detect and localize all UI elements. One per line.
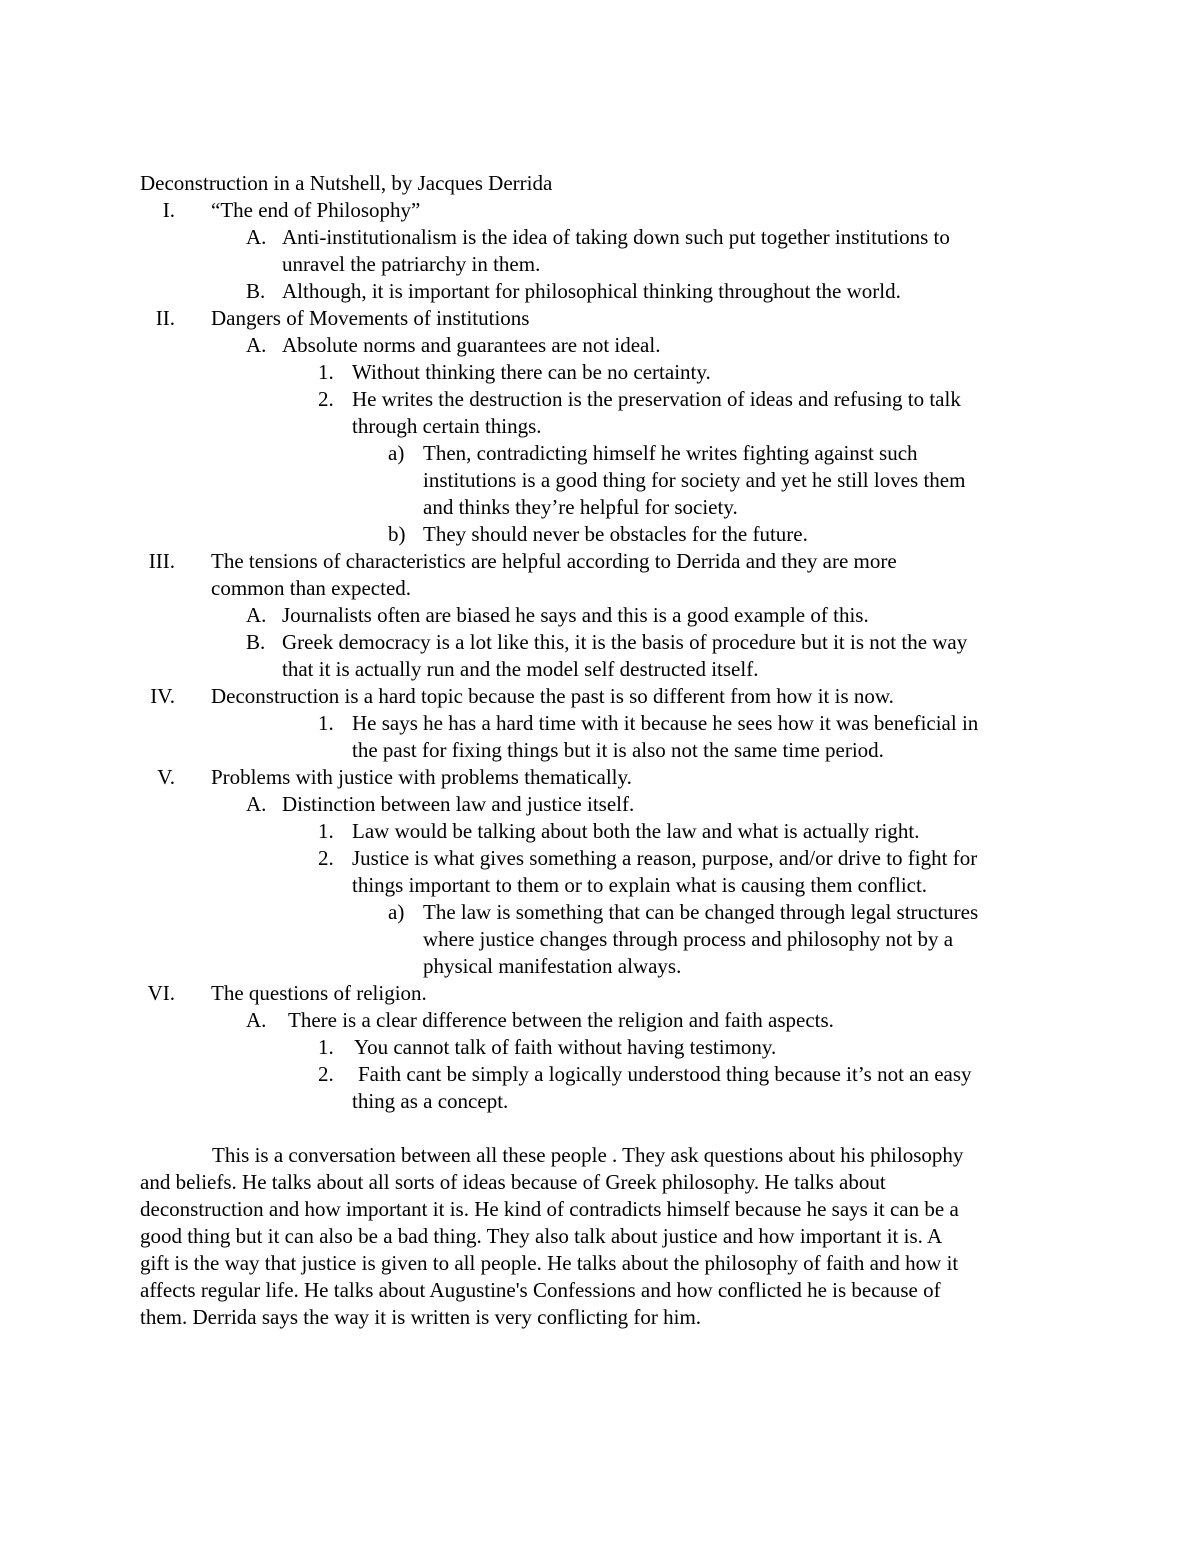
outline-item-V-A-2-a-line-1: The law is something that can be changed through legal structures — [423, 900, 979, 924]
outline-item-VI-A-1: You cannot talk of faith without having testimony. — [354, 1035, 777, 1059]
outline-item-V-A-2-line-2: things important to them or to explain what is causing them conflict. — [352, 873, 928, 897]
outline-item-IV: Deconstruction is a hard topic because the past is so different from how it is now. — [211, 684, 894, 708]
outline-item-I-A-line-1: Anti-institutionalism is the idea of taking down such put together institutions to — [282, 225, 950, 249]
outline-item-VI-A: There is a clear difference between the religion and faith aspects. — [288, 1008, 834, 1032]
outline-item-VI: The questions of religion. — [211, 981, 427, 1005]
outline-item-II-A-2-b: They should never be obstacles for the future. — [423, 522, 808, 546]
outline-item-V-A-2-line-1: Justice is what gives something a reason, purpose, and/or drive to fight for — [352, 846, 978, 870]
outline-item-V-A-1: Law would be talking about both the law and what is actually right. — [352, 819, 920, 843]
outline-item-II-A-2-a-line-3: and thinks they’re helpful for society. — [423, 495, 738, 519]
paragraph-line-5: gift is the way that justice is given to all people. He talks about the philosophy of faith and how it — [140, 1251, 959, 1275]
outline-item-IV-1-line-2: the past for fixing things but it is also not the same time period. — [352, 738, 884, 762]
outline-marker-II-A: A. — [246, 333, 267, 357]
outline-item-V: Problems with justice with problems thematically. — [211, 765, 632, 789]
outline-marker-II-A-1: 1. — [318, 360, 334, 384]
outline-marker-V-A-2-a: a) — [388, 900, 405, 924]
outline-item-III-A: Journalists often are biased he says and this is a good example of this. — [282, 603, 869, 627]
outline-item-IV-1-line-1: He says he has a hard time with it because he sees how it was beneficial in — [352, 711, 979, 735]
outline-marker-III-B: B. — [246, 630, 266, 654]
outline-marker-I-B: B. — [246, 279, 266, 303]
outline-item-III-B-line-1: Greek democracy is a lot like this, it is the basis of procedure but it is not the way — [282, 630, 968, 654]
outline-marker-VI: VI. — [147, 981, 175, 1005]
outline-item-V-A-2-a-line-2: where justice changes through process and philosophy not by a — [423, 927, 954, 951]
outline-item-I: “The end of Philosophy” — [211, 198, 421, 222]
outline-item-V-A-2-a-line-3: physical manifestation always. — [423, 954, 682, 978]
outline-item-II-A-2-a-line-2: institutions is a good thing for society and yet he still loves them — [423, 468, 966, 492]
outline-marker-V: V. — [157, 765, 175, 789]
paragraph-line-3: deconstruction and how important it is. He kind of contradicts himself because he says it can be a — [140, 1197, 959, 1221]
outline-marker-VI-A: A. — [246, 1008, 267, 1032]
document-title: Deconstruction in a Nutshell, by Jacques Derrida — [140, 171, 553, 195]
outline-marker-V-A-2: 2. — [318, 846, 334, 870]
outline-marker-II: II. — [155, 306, 175, 330]
outline-marker-II-A-2-b: b) — [388, 522, 406, 546]
outline-item-VI-A-2-line-2: thing as a concept. — [352, 1089, 509, 1113]
outline-marker-I: I. — [162, 198, 175, 222]
paragraph-line-4: good thing but it can also be a bad thing. They also talk about justice and how important it is. A — [140, 1224, 943, 1248]
paragraph-line-1: This is a conversation between all these people . They ask questions about his philosophy — [212, 1143, 964, 1167]
paragraph-line-2: and beliefs. He talks about all sorts of ideas because of Greek philosophy. He talks about — [140, 1170, 886, 1194]
outline-marker-III-A: A. — [246, 603, 267, 627]
outline-item-III-line-1: The tensions of characteristics are helpful according to Derrida and they are more — [211, 549, 897, 573]
outline-item-V-A: Distinction between law and justice itself. — [282, 792, 635, 816]
outline-marker-II-A-2-a: a) — [388, 441, 405, 465]
outline-item-I-A-line-2: unravel the patriarchy in them. — [282, 252, 541, 276]
outline-item-III-line-2: common than expected. — [211, 576, 412, 600]
outline-marker-VI-A-1: 1. — [318, 1035, 334, 1059]
outline-item-II-A: Absolute norms and guarantees are not ideal. — [282, 333, 661, 357]
outline-item-VI-A-2-line-1: Faith cant be simply a logically understood thing because it’s not an easy — [358, 1062, 972, 1086]
outline-marker-I-A: A. — [246, 225, 267, 249]
outline-marker-IV-1: 1. — [318, 711, 334, 735]
outline-item-III-B-line-2: that it is actually run and the model self destructed itself. — [282, 657, 759, 681]
outline-item-II-A-2-a-line-1: Then, contradicting himself he writes fighting against such — [423, 441, 918, 465]
outline-marker-VI-A-2: 2. — [318, 1062, 334, 1086]
outline-item-II-A-1: Without thinking there can be no certainty. — [352, 360, 711, 384]
outline-item-II: Dangers of Movements of institutions — [211, 306, 530, 330]
outline-marker-IV: IV. — [150, 684, 175, 708]
outline-marker-II-A-2: 2. — [318, 387, 334, 411]
paragraph-line-6: affects regular life. He talks about Augustine's Confessions and how conflicted he is because of — [140, 1278, 941, 1302]
outline-item-I-B: Although, it is important for philosophical thinking throughout the world. — [282, 279, 901, 303]
outline-marker-III: III. — [148, 549, 175, 573]
paragraph-line-7: them. Derrida says the way it is written is very conflicting for him. — [140, 1305, 702, 1329]
outline-marker-V-A-1: 1. — [318, 819, 334, 843]
outline-item-II-A-2-line-1: He writes the destruction is the preservation of ideas and refusing to talk — [352, 387, 961, 411]
outline-marker-V-A: A. — [246, 792, 267, 816]
outline-item-II-A-2-line-2: through certain things. — [352, 414, 542, 438]
